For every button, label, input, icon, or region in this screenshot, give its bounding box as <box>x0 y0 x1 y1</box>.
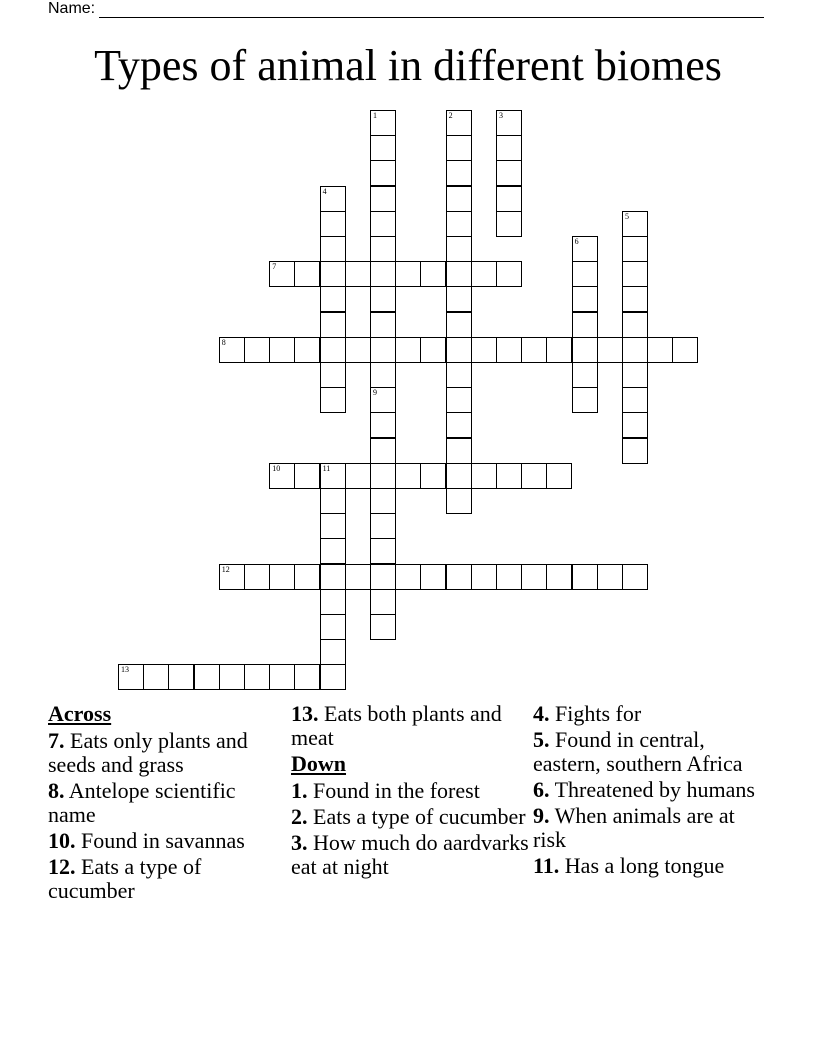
clue-number: 1 <box>373 111 377 120</box>
crossword-cell[interactable] <box>370 286 396 312</box>
clue-number: 4 <box>322 186 327 196</box>
crossword-cell[interactable] <box>446 488 472 514</box>
page-title: Types of animal in different biomes <box>94 41 722 90</box>
crossword-cell[interactable] <box>496 110 522 136</box>
crossword-cell[interactable] <box>370 589 396 615</box>
crossword-cell[interactable] <box>446 362 472 388</box>
clue-number: 9 <box>373 388 377 398</box>
crossword-cell[interactable] <box>622 211 648 237</box>
crossword-cell[interactable] <box>269 463 295 489</box>
crossword-cell[interactable] <box>446 337 472 363</box>
crossword-cell[interactable] <box>622 261 648 287</box>
crossword-cell[interactable] <box>370 160 396 186</box>
crossword-cell[interactable] <box>370 488 396 514</box>
crossword-cell[interactable] <box>446 211 472 237</box>
down-clue-1: 1. Found in the forest <box>291 778 480 803</box>
across-heading: Across <box>48 701 112 726</box>
crossword-cell[interactable] <box>622 412 648 438</box>
crossword-cell[interactable] <box>294 664 320 690</box>
across-clue-8: 8. Antelope scientific name <box>48 778 236 827</box>
crossword-cell[interactable] <box>320 236 346 262</box>
crossword-cell[interactable] <box>496 564 522 590</box>
crossword-cell[interactable] <box>597 337 623 363</box>
crossword-cell[interactable] <box>219 564 245 590</box>
crossword-cell[interactable] <box>320 513 346 539</box>
crossword-cell[interactable] <box>370 463 396 489</box>
crossword-cell[interactable] <box>370 564 396 590</box>
crossword-cell[interactable] <box>370 438 396 464</box>
crossword-cell[interactable] <box>496 135 522 161</box>
across-clue-12: 12. Eats a type of cucumber <box>48 854 202 903</box>
crossword-cell[interactable] <box>446 186 472 212</box>
crossword-cell[interactable] <box>370 110 396 136</box>
crossword-cell[interactable] <box>370 211 396 237</box>
crossword-cell[interactable] <box>345 337 371 363</box>
crossword-cell[interactable] <box>370 412 396 438</box>
crossword-cell[interactable] <box>320 664 346 690</box>
crossword-cell[interactable] <box>395 564 421 590</box>
clue-number: 6 <box>574 237 579 246</box>
crossword-cell[interactable] <box>496 463 522 489</box>
crossword-cell[interactable] <box>420 337 446 363</box>
crossword-cell[interactable] <box>320 639 346 665</box>
crossword-cell[interactable] <box>320 211 346 237</box>
crossword-cell[interactable] <box>446 312 472 338</box>
down-clue-6: 6. Threatened by humans <box>533 777 755 802</box>
crossword-cell[interactable] <box>622 564 648 590</box>
crossword-cell[interactable] <box>370 362 396 388</box>
crossword-cell[interactable] <box>446 110 472 136</box>
crossword-cell[interactable] <box>572 337 598 363</box>
crossword-cell[interactable] <box>370 312 396 338</box>
crossword-cell[interactable] <box>370 538 396 564</box>
crossword-cell[interactable] <box>320 564 346 590</box>
clue-number: 5 <box>625 211 629 221</box>
crossword-cell[interactable] <box>345 463 371 489</box>
crossword-cell[interactable] <box>370 186 396 212</box>
crossword-cell[interactable] <box>320 312 346 338</box>
crossword-cell[interactable] <box>572 236 598 262</box>
crossword-cell[interactable] <box>219 664 245 690</box>
crossword-cell[interactable] <box>572 362 598 388</box>
crossword-cell[interactable] <box>446 564 472 590</box>
clue-number: 12 <box>221 564 230 574</box>
down-clue-9: 9. When animals are at risk <box>533 803 735 852</box>
crossword-cell[interactable] <box>496 337 522 363</box>
across-clue-13: 13. Eats both plants and meat <box>291 701 502 750</box>
clue-number: 7 <box>272 262 277 272</box>
crossword-cell[interactable] <box>395 463 421 489</box>
crossword-cell[interactable] <box>471 261 497 287</box>
crossword-cell[interactable] <box>521 564 547 590</box>
crossword-cell[interactable] <box>622 337 648 363</box>
across-clue-10: 10. Found in savannas <box>48 828 245 853</box>
crossword-cell[interactable] <box>446 463 472 489</box>
crossword-cell[interactable] <box>622 236 648 262</box>
crossword-cell[interactable] <box>622 438 648 464</box>
crossword-cell[interactable] <box>320 589 346 615</box>
clues-column-3 <box>533 702 773 880</box>
crossword-cell[interactable] <box>294 337 320 363</box>
crossword-cell[interactable] <box>622 362 648 388</box>
crossword-cell[interactable] <box>168 664 194 690</box>
down-clue-5: 5. Found in central, eastern, southern Africa <box>533 727 743 776</box>
down-clue-3: 3. How much do aardvarks eat at night <box>291 830 529 879</box>
crossword-cell[interactable] <box>471 463 497 489</box>
crossword-cell[interactable] <box>521 463 547 489</box>
crossword-cell[interactable] <box>446 412 472 438</box>
crossword-cell[interactable] <box>446 236 472 262</box>
crossword-cell[interactable] <box>320 614 346 640</box>
name-label: Name: <box>48 0 96 17</box>
crossword-cell[interactable] <box>521 337 547 363</box>
crossword-cell[interactable] <box>320 488 346 514</box>
clue-number: 8 <box>221 337 226 347</box>
crossword-cell[interactable] <box>118 664 144 690</box>
crossword-cell[interactable] <box>420 261 446 287</box>
crossword-cell[interactable] <box>496 160 522 186</box>
crossword-cell[interactable] <box>572 564 598 590</box>
crossword-cell[interactable] <box>269 564 295 590</box>
crossword-cell[interactable] <box>546 564 572 590</box>
crossword-cell[interactable] <box>320 261 346 287</box>
clue-number: 11 <box>322 463 331 473</box>
crossword-cell[interactable] <box>446 438 472 464</box>
clue-number: 3 <box>499 111 503 120</box>
crossword-cell[interactable] <box>395 337 421 363</box>
crossword-cell[interactable] <box>320 286 346 312</box>
crossword-cell[interactable] <box>446 261 472 287</box>
crossword-cell[interactable] <box>446 160 472 186</box>
crossword-cell[interactable] <box>269 337 295 363</box>
crossword-cell[interactable] <box>496 186 522 212</box>
crossword-cell[interactable] <box>622 286 648 312</box>
crossword-cell[interactable] <box>622 312 648 338</box>
crossword-cell[interactable] <box>572 312 598 338</box>
clues-column-1 <box>48 702 278 905</box>
crossword-cell[interactable] <box>597 564 623 590</box>
clue-number: 2 <box>448 111 453 120</box>
crossword-cell[interactable] <box>546 337 572 363</box>
crossword-cell[interactable] <box>420 564 446 590</box>
crossword-cell[interactable] <box>622 387 648 413</box>
crossword-cell[interactable] <box>244 337 270 363</box>
crossword-cell[interactable] <box>320 387 346 413</box>
down-clue-4: 4. Fights for <box>533 701 642 726</box>
crossword-cell[interactable] <box>395 261 421 287</box>
crossword-cell[interactable] <box>446 286 472 312</box>
crossword-cell[interactable] <box>219 337 245 363</box>
crossword-cell[interactable] <box>269 664 295 690</box>
crossword-cell[interactable] <box>471 564 497 590</box>
down-clue-11: 11. Has a long tongue <box>533 853 725 878</box>
clue-number: 10 <box>272 463 281 473</box>
crossword-cell[interactable] <box>320 538 346 564</box>
crossword-cell[interactable] <box>496 261 522 287</box>
crossword-cell[interactable] <box>294 463 320 489</box>
crossword-cell[interactable] <box>496 211 522 237</box>
crossword-cell[interactable] <box>244 664 270 690</box>
crossword-cell[interactable] <box>572 286 598 312</box>
crossword-cell[interactable] <box>370 337 396 363</box>
crossword-cell[interactable] <box>320 362 346 388</box>
crossword-cell[interactable] <box>420 463 446 489</box>
crossword-cell[interactable] <box>294 564 320 590</box>
clues-column-2 <box>291 702 531 881</box>
clue-number: 13 <box>121 665 129 675</box>
crossword-cell[interactable] <box>143 664 169 690</box>
crossword-cell[interactable] <box>320 337 346 363</box>
down-clue-2: 2. Eats a type of cucumber <box>291 804 526 829</box>
crossword-cell[interactable] <box>370 135 396 161</box>
crossword-cell[interactable] <box>345 261 371 287</box>
crossword-cell[interactable] <box>294 261 320 287</box>
down-heading: Down <box>291 751 347 776</box>
crossword-cell[interactable] <box>546 463 572 489</box>
crossword-cell[interactable] <box>370 236 396 262</box>
crossword-cell[interactable] <box>647 337 673 363</box>
crossword-cell[interactable] <box>446 135 472 161</box>
crossword-cell[interactable] <box>572 261 598 287</box>
across-clue-7: 7. Eats only plants and seeds and grass <box>48 728 248 777</box>
crossword-cell[interactable] <box>370 261 396 287</box>
crossword-cell[interactable] <box>370 614 396 640</box>
crossword-cell[interactable] <box>572 387 598 413</box>
crossword-cell[interactable] <box>194 664 220 690</box>
crossword-cell[interactable] <box>446 387 472 413</box>
crossword-cell[interactable] <box>370 513 396 539</box>
crossword-cell[interactable] <box>269 261 295 287</box>
crossword-cell[interactable] <box>471 337 497 363</box>
crossword-cell[interactable] <box>320 463 346 489</box>
crossword-cell[interactable] <box>244 564 270 590</box>
crossword-cell[interactable] <box>370 387 396 413</box>
crossword-cell[interactable] <box>320 186 346 212</box>
crossword-cell[interactable] <box>672 337 698 363</box>
crossword-cell[interactable] <box>345 564 371 590</box>
